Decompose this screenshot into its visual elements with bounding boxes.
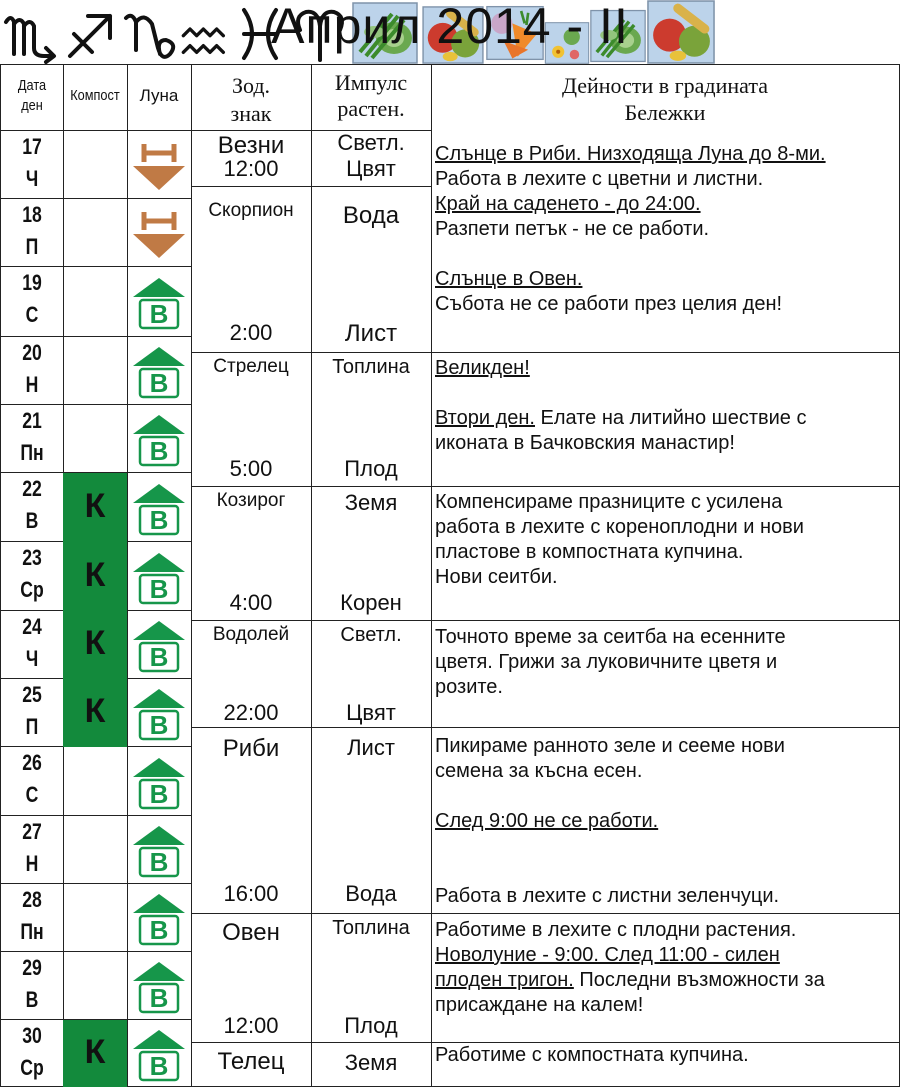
day-number bbox=[0, 749, 64, 809]
zodiac-sign-time: 4:00 bbox=[229, 590, 273, 615]
activity-text: Събота не се работи през целия ден! bbox=[435, 293, 783, 315]
day-number bbox=[0, 407, 64, 467]
activity-text: Нови сеитби. bbox=[435, 566, 558, 588]
grid-line bbox=[0, 951, 191, 952]
activity-notes bbox=[435, 734, 897, 834]
activity-notes bbox=[435, 1043, 897, 1068]
impulse-type: Светл. bbox=[340, 624, 402, 646]
activity-text: След 9:00 не се работи. bbox=[435, 810, 659, 832]
zodiac-sign-time: 12:00 bbox=[223, 156, 279, 181]
day-number-value: 21 bbox=[22, 408, 42, 433]
activity-notes bbox=[435, 625, 897, 700]
activity-notes bbox=[435, 490, 897, 590]
day-number bbox=[0, 339, 64, 399]
grid-line bbox=[0, 266, 191, 267]
activity-text: Работиме в лехите с плодни растения. bbox=[435, 919, 797, 941]
impulse-plant-part: Лист bbox=[344, 320, 398, 347]
impulse-plant-part: Цвят bbox=[346, 156, 396, 181]
svg-text:В: В bbox=[149, 1050, 169, 1081]
activity-line bbox=[435, 968, 897, 993]
ascending-moon-icon bbox=[130, 481, 188, 537]
activity-line bbox=[435, 217, 897, 242]
grid-line bbox=[0, 198, 191, 199]
day-number-value: 23 bbox=[22, 545, 42, 570]
day-weekday: П bbox=[25, 234, 39, 259]
day-number bbox=[0, 133, 64, 193]
activity-line bbox=[435, 381, 897, 406]
grid-line bbox=[127, 64, 128, 1086]
header-impulse bbox=[311, 70, 431, 122]
header-date bbox=[5, 76, 59, 116]
activity-text: Компенсираме празниците с усилена bbox=[435, 491, 783, 513]
activity-text: пластове в компостната купчина. bbox=[435, 541, 744, 563]
activity-text: Разпети петък - не се работи. bbox=[435, 218, 710, 240]
impulse-plant-part: Вода bbox=[345, 881, 397, 906]
day-number-value: 18 bbox=[22, 202, 42, 227]
grid-line bbox=[0, 64, 900, 65]
day-weekday: Ср bbox=[20, 1055, 44, 1080]
activity-line bbox=[435, 993, 897, 1018]
activity-text: Работиме с компостната купчина. bbox=[435, 1044, 749, 1066]
impulse-plant-part: Корен bbox=[340, 590, 402, 615]
header-date-line: ден bbox=[21, 97, 43, 114]
grid-line bbox=[431, 352, 900, 353]
activity-text: цветя. Грижи за луковичните цветя и bbox=[435, 651, 778, 673]
activity-text: Елате на литийно шествие с bbox=[534, 407, 807, 429]
activity-notes bbox=[435, 884, 897, 909]
compost-mark: К bbox=[84, 555, 106, 594]
activity-line bbox=[435, 242, 897, 267]
svg-text:В: В bbox=[149, 983, 169, 1013]
svg-text:В: В bbox=[149, 573, 169, 604]
activity-text: присаждане на калем! bbox=[435, 994, 644, 1016]
day-weekday: Н bbox=[25, 851, 39, 876]
grid-line bbox=[431, 486, 900, 487]
grid-line bbox=[0, 336, 191, 337]
impulse-plant-part: Цвят bbox=[346, 700, 396, 725]
day-weekday: С bbox=[25, 782, 39, 807]
header-impulse-line: растен. bbox=[337, 96, 405, 121]
activity-line bbox=[435, 650, 897, 675]
header-activities-line: Бележки bbox=[624, 100, 706, 125]
ascending-moon-icon bbox=[130, 755, 188, 811]
day-number-value: 22 bbox=[22, 476, 42, 501]
header-activities-line: Дейности в градината bbox=[561, 73, 769, 98]
day-weekday: В bbox=[25, 987, 39, 1012]
activity-line bbox=[435, 625, 897, 650]
impulse-type: Вода bbox=[342, 202, 400, 229]
activity-text: иконата в Бачковския манастир! bbox=[435, 432, 735, 454]
day-number-value: 17 bbox=[22, 134, 42, 159]
compost-mark: К bbox=[84, 692, 106, 730]
activity-line bbox=[435, 267, 897, 292]
day-number bbox=[0, 954, 64, 1014]
day-number bbox=[0, 886, 64, 946]
grid-line bbox=[0, 404, 191, 405]
grid-line bbox=[431, 620, 900, 621]
activity-notes bbox=[435, 356, 897, 456]
day-weekday: В bbox=[25, 508, 39, 533]
day-weekday: Ср bbox=[20, 577, 44, 602]
activity-line bbox=[435, 540, 897, 565]
activity-line bbox=[435, 515, 897, 540]
svg-text:В: В bbox=[149, 915, 169, 945]
activity-text: Великден! bbox=[435, 357, 530, 379]
zodiac-sign-name: Стрелец bbox=[213, 356, 289, 377]
day-weekday: Пн bbox=[20, 919, 44, 944]
activity-line bbox=[435, 565, 897, 590]
activity-text: Работа в лехите с цветни и листни. bbox=[435, 168, 764, 190]
ascending-moon-icon bbox=[130, 823, 188, 879]
day-number bbox=[0, 269, 64, 329]
day-number-value: 30 bbox=[22, 1023, 42, 1048]
compost-mark: К bbox=[84, 486, 106, 525]
zodiac-sign-time: 12:00 bbox=[223, 1013, 279, 1038]
grid-line bbox=[431, 727, 900, 728]
zodiac-sign-name: Овен bbox=[222, 919, 280, 946]
header-sign-line: Зод. bbox=[231, 73, 271, 98]
header-sign-line: знак bbox=[230, 101, 272, 126]
activity-line bbox=[435, 918, 897, 943]
day-weekday: Пн bbox=[20, 440, 44, 465]
zodiac-sign-name: Козирог bbox=[216, 490, 286, 511]
header-compost: Компост bbox=[70, 87, 120, 104]
zodiac-sign-name: Скорпион bbox=[208, 200, 294, 221]
ascending-moon-icon bbox=[130, 550, 188, 606]
header-sign bbox=[191, 72, 311, 128]
day-weekday: Ч bbox=[25, 166, 39, 191]
activity-line bbox=[435, 759, 897, 784]
impulse-type: Земя bbox=[344, 490, 398, 515]
day-weekday: Ч bbox=[25, 646, 39, 671]
header-impulse-line: Импулс bbox=[334, 70, 408, 95]
activity-line bbox=[435, 884, 897, 909]
activity-line bbox=[435, 675, 897, 700]
zodiac-sign-name: Водолей bbox=[212, 624, 290, 645]
compost-mark: К bbox=[84, 1032, 106, 1071]
activity-line bbox=[435, 784, 897, 809]
zodiac-sign-time: 5:00 bbox=[229, 456, 273, 481]
impulse-type: Светл. bbox=[337, 130, 405, 155]
ascending-moon-icon bbox=[130, 344, 188, 400]
activity-line bbox=[435, 356, 897, 381]
activity-line bbox=[435, 142, 897, 167]
svg-text:В: В bbox=[149, 504, 169, 535]
svg-text:В: В bbox=[149, 368, 169, 398]
activity-line bbox=[435, 1043, 897, 1068]
svg-text:В: В bbox=[149, 299, 169, 329]
day-weekday: П bbox=[25, 714, 39, 739]
day-number-value: 20 bbox=[22, 340, 42, 365]
activity-line bbox=[435, 809, 897, 834]
zodiac-sign-time: 22:00 bbox=[223, 700, 279, 725]
activity-notes bbox=[435, 142, 897, 317]
day-number-value: 28 bbox=[22, 887, 42, 912]
grid-line bbox=[431, 913, 900, 914]
header-activities bbox=[431, 72, 899, 126]
activity-line bbox=[435, 431, 897, 456]
day-number-value: 19 bbox=[22, 270, 42, 295]
zodiac-sign-name: Риби bbox=[222, 735, 280, 762]
zodiac-sign-time: 16:00 bbox=[223, 881, 279, 906]
activity-line bbox=[435, 406, 897, 431]
activity-text: Последни възможности за bbox=[573, 969, 825, 991]
svg-text:В: В bbox=[149, 710, 169, 740]
day-number bbox=[0, 681, 64, 741]
svg-text:В: В bbox=[149, 778, 169, 809]
grid-line bbox=[431, 64, 432, 1086]
grid-line bbox=[0, 815, 191, 816]
day-weekday: С bbox=[25, 302, 39, 327]
header-moon: Луна bbox=[139, 86, 179, 105]
activity-text-underlined: плоден тригон. bbox=[435, 969, 574, 991]
svg-text:В: В bbox=[149, 847, 169, 877]
activity-line bbox=[435, 167, 897, 192]
descending-moon-icon bbox=[130, 206, 188, 262]
activity-text: Точното време за сеитба на есенните bbox=[435, 626, 786, 648]
day-number-value: 25 bbox=[22, 682, 42, 707]
ascending-moon-icon bbox=[130, 959, 188, 1015]
svg-text:В: В bbox=[149, 436, 169, 466]
day-weekday: Н bbox=[25, 372, 39, 397]
activity-line bbox=[435, 490, 897, 515]
day-number-value: 27 bbox=[22, 819, 42, 844]
activity-text: Работа в лехите с листни зеленчуци. bbox=[435, 885, 780, 907]
ascending-moon-icon bbox=[130, 275, 188, 331]
activity-text: розите. bbox=[435, 676, 503, 698]
impulse-type: Топлина bbox=[332, 917, 410, 939]
activity-notes bbox=[435, 918, 897, 1018]
activity-text: Край на саденето - до 24:00. bbox=[435, 193, 701, 215]
header-date-line: Дата bbox=[17, 77, 47, 94]
day-number bbox=[0, 201, 64, 261]
activity-text: Слънце в Овен. bbox=[435, 268, 583, 290]
ascending-moon-icon bbox=[130, 1027, 188, 1083]
activity-text: семена за късна есен. bbox=[435, 760, 643, 782]
descending-moon-icon bbox=[130, 138, 188, 194]
compost-mark: К bbox=[84, 624, 106, 662]
day-number bbox=[0, 613, 64, 673]
activity-text: работа в лехите с кореноплодни и нови bbox=[435, 516, 804, 538]
activity-text: Слънце в Риби. Низходяща Луна до 8-ми. bbox=[435, 143, 826, 165]
day-number-value: 26 bbox=[22, 750, 42, 775]
impulse-plant-part: Плод bbox=[344, 1013, 398, 1038]
grid-line bbox=[0, 883, 191, 884]
ascending-moon-icon bbox=[130, 686, 188, 742]
day-number bbox=[0, 818, 64, 878]
ascending-moon-icon bbox=[130, 412, 188, 468]
ascending-moon-icon bbox=[130, 891, 188, 947]
day-number bbox=[0, 1022, 64, 1082]
grid-line bbox=[0, 130, 191, 131]
impulse-plant-part: Плод bbox=[344, 456, 398, 481]
zodiac-sign-name: Телец bbox=[217, 1048, 285, 1075]
activity-line bbox=[435, 292, 897, 317]
activity-line bbox=[435, 734, 897, 759]
day-number-value: 24 bbox=[22, 614, 42, 639]
activity-text: Новолуние - 9:00. След 11:00 - силен bbox=[435, 944, 780, 966]
svg-text:В: В bbox=[149, 642, 169, 672]
day-number bbox=[0, 475, 64, 535]
day-number-value: 29 bbox=[22, 955, 42, 980]
activity-line bbox=[435, 192, 897, 217]
ascending-moon-icon bbox=[130, 618, 188, 674]
zodiac-sign-time: 2:00 bbox=[229, 320, 273, 345]
day-number bbox=[0, 544, 64, 604]
impulse-type: Лист bbox=[347, 735, 395, 760]
activity-text-underlined: Втори ден. bbox=[435, 407, 535, 429]
activity-text: Пикираме ранното зеле и сееме нови bbox=[435, 735, 785, 757]
impulse-type: Топлина bbox=[332, 356, 410, 378]
impulse-type: Земя bbox=[344, 1050, 398, 1075]
zodiac-sign-name: Везни bbox=[217, 132, 285, 159]
page-title: Април 2014 - II bbox=[271, 0, 629, 54]
activity-line bbox=[435, 943, 897, 968]
